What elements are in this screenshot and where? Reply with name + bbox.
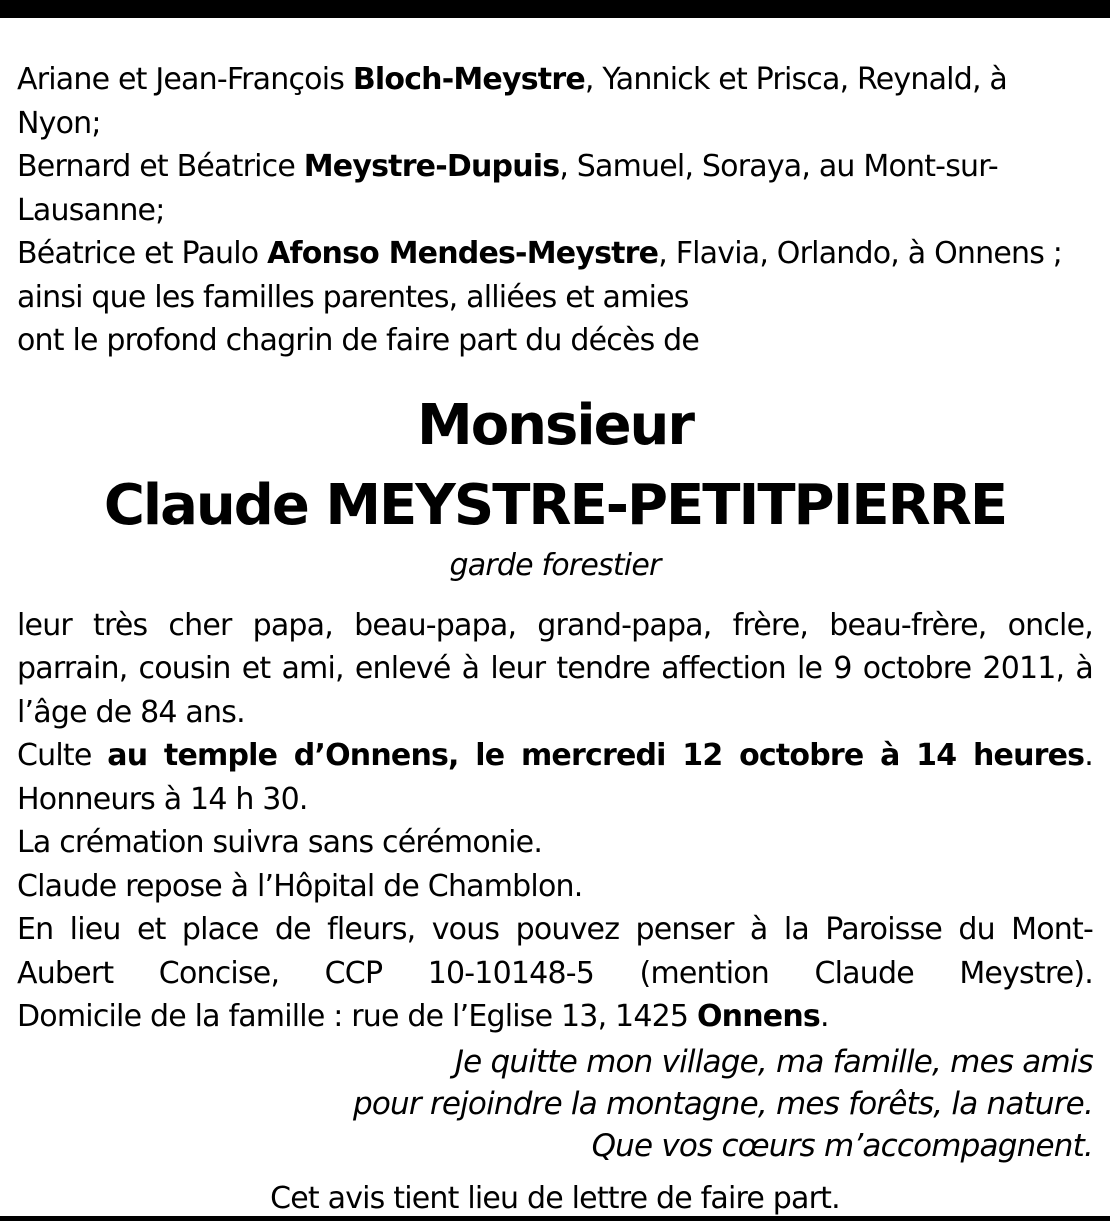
death-notice [17,58,1093,1219]
donation-line-1: En lieu et place de fleurs, vous pouvez penser à la Paroisse du Mont- [17,912,1093,947]
family-line-relatives: ainsi que les familles parentes, alliées et amies [17,279,689,315]
family-name-bloch: Bloch-Meystre [352,62,585,97]
address-line: Domicile de la famille : rue de l’Eglise 13, 1425 Onnens. [17,999,829,1034]
family-line-bloch: Ariane et Jean-François Bloch-Meystre, Yannick et Prisca, Reynald, à Nyon; [17,62,1007,141]
cremation-line: La crémation suivra sans cérémonie. [17,825,543,860]
relation-text: leur très cher papa, beau-papa, grand-papa, frère, beau-frère, oncle, parrain, cousin et ami, enlevé à leur tendre affection le 9 octobre 2011, à l’âge de 84 ans. [17,607,1093,730]
donation-line-2: Aubert Concise, CCP 10-10148-5 (mention Claude Meystre). [17,955,1093,991]
quote-line-3: Que vos cœurs m’accompagnent. [591,1127,1093,1164]
family-line-afonso: Béatrice et Paulo Afonso Mendes-Meystre, Flavia, Orlando, à Onnens ; [17,236,1063,271]
address-town: Onnens [696,999,820,1034]
family-line-dupuis: Bernard et Béatrice Meystre-Dupuis, Samuel, Soraya, au Mont-sur-Lausanne; [17,149,998,228]
deceased-profession: garde forestier [449,547,661,583]
announcement-line: ont le profond chagrin de faire part du décès de [17,323,700,358]
family-name-afonso: Afonso Mendes-Meystre [267,236,659,271]
service-line: Culte au temple d’Onnens, le mercredi 12 octobre à 14 heures. [17,738,1093,773]
deceased-title: Monsieur [416,392,694,458]
quote-line-1: Je quitte mon village, ma famille, mes amis [454,1043,1093,1080]
closing-note: Cet avis tient lieu de lettre de faire part. [270,1180,840,1216]
top-rule [0,0,1110,18]
deceased-name: Claude MEYSTRE-PETITPIERRE [103,472,1007,538]
poem-quote [17,1041,1093,1167]
family-name-dupuis: Meystre-Dupuis [303,149,560,184]
quote-line-2: pour rejoindre la montagne, mes forêts, la nature. [353,1085,1093,1122]
bottom-rule [0,1216,1110,1221]
rest-line: Claude repose à l’Hôpital de Chamblon. [17,868,583,904]
honours-line: Honneurs à 14 h 30. [17,781,308,817]
service-place-time: au temple d’Onnens, le mercredi 12 octobre à 14 heures [107,738,1085,773]
